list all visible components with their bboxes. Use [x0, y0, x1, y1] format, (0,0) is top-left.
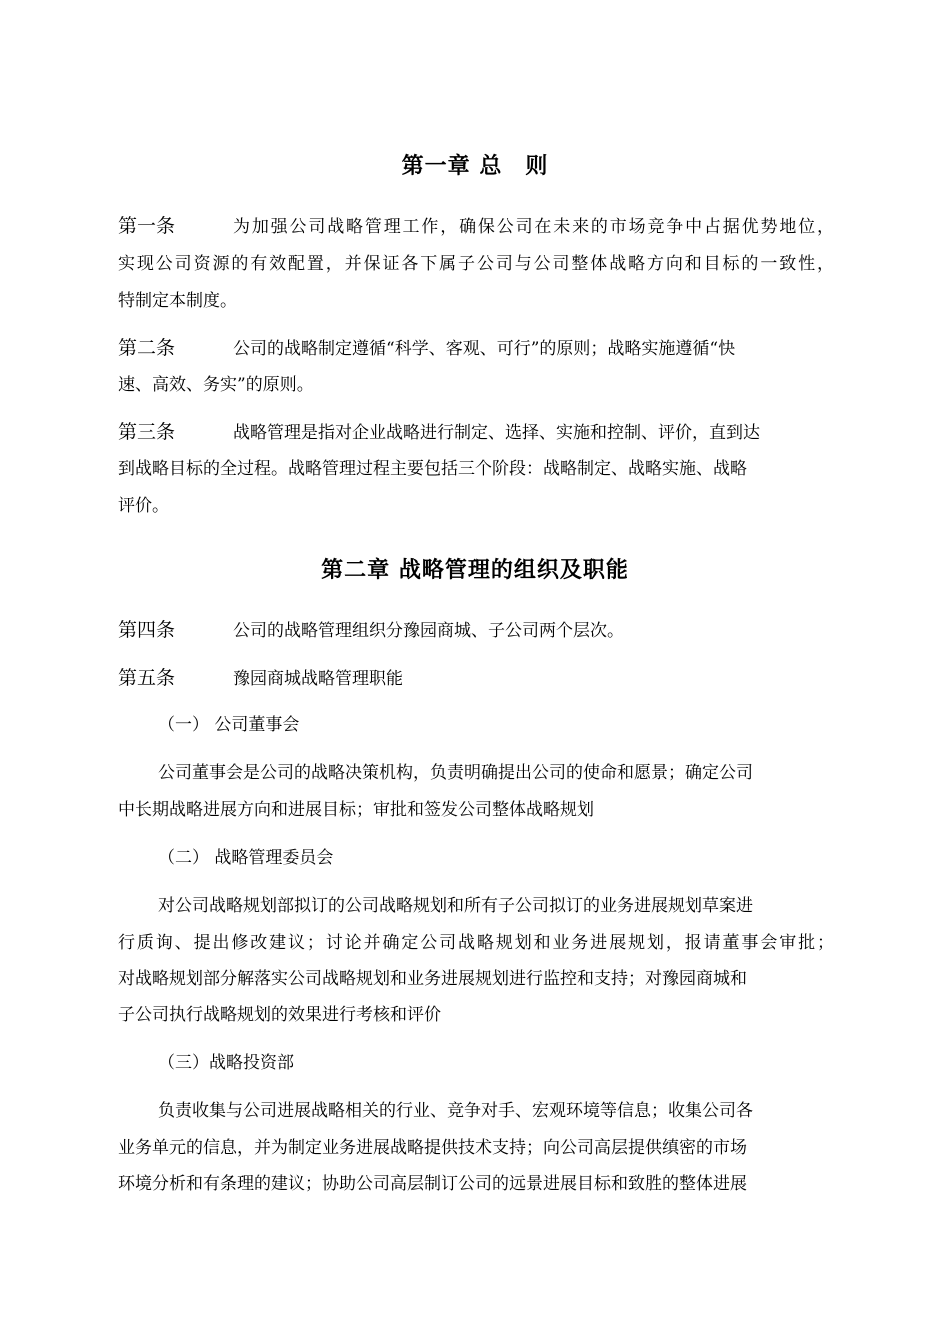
section-3-line-3: 环境分析和有条理的建议；协助公司高层制订公司的远景进展目标和致胜的整体进展 — [118, 1174, 747, 1194]
section-3-heading: （三）战略投资部 — [158, 1053, 294, 1073]
section-1-line-1: 公司董事会是公司的战略决策机构，负责明确提出公司的使命和愿景；确定公司 — [158, 763, 753, 783]
article-2-label: 第二条 — [118, 337, 176, 359]
article-2-line-1: 公司的战略制定遵循“科学、客观、可行”的原则；战略实施遵循“快 — [233, 339, 736, 359]
section-2-line-3: 对战略规划部分解落实公司战略规划和业务进展规划进行监控和支持；对豫园商城和 — [118, 969, 747, 989]
article-3-line-2: 到战略目标的全过程。战略管理过程主要包括三个阶段：战略制定、战略实施、战略 — [118, 459, 747, 479]
article-1-label: 第一条 — [118, 215, 176, 237]
chapter-1-title: 第一章 总 则 — [401, 154, 549, 179]
article-3-label: 第三条 — [118, 421, 176, 443]
section-3-line-1: 负责收集与公司进展战略相关的行业、竞争对手、宏观环境等信息；收集公司各 — [158, 1101, 753, 1121]
section-2-heading: （二） 战略管理委员会 — [158, 848, 334, 868]
article-1-line-1: 为加强公司战略管理工作，确保公司在未来的市场竞争中占据优势地位， — [233, 217, 834, 237]
article-5-text: 豫园商城战略管理职能 — [233, 669, 403, 689]
section-2-line-1: 对公司战略规划部拟订的公司战略规划和所有子公司拟订的业务进展规划草案进 — [158, 896, 753, 916]
article-1-line-3: 特制定本制度。 — [118, 291, 237, 311]
section-1-heading: （一） 公司董事会 — [158, 715, 300, 735]
chapter-2-title: 第二章 战略管理的组织及职能 — [321, 558, 629, 583]
section-1-line-2: 中长期战略进展方向和进展目标；审批和签发公司整体战略规划 — [118, 800, 594, 820]
section-2-line-4: 子公司执行战略规划的效果进行考核和评价 — [118, 1005, 441, 1025]
section-3-line-2: 业务单元的信息，并为制定业务进展战略提供技术支持；向公司高层提供缜密的市场 — [118, 1138, 747, 1158]
article-4-text: 公司的战略管理组织分豫园商城、子公司两个层次。 — [233, 621, 624, 641]
article-3-line-1: 战略管理是指对企业战略进行制定、选择、实施和控制、评价，直到达 — [233, 423, 760, 443]
article-5-label: 第五条 — [118, 667, 176, 689]
article-4-label: 第四条 — [118, 619, 176, 641]
article-3-line-3: 评价。 — [118, 496, 169, 516]
section-2-line-2: 行质询、提出修改建议；讨论并确定公司战略规划和业务进展规划，报请董事会审批； — [118, 933, 834, 953]
article-1-line-2: 实现公司资源的有效配置，并保证各下属子公司与公司整体战略方向和目标的一致性， — [118, 254, 834, 274]
article-2-line-2: 速、高效、务实”的原则。 — [118, 375, 314, 395]
